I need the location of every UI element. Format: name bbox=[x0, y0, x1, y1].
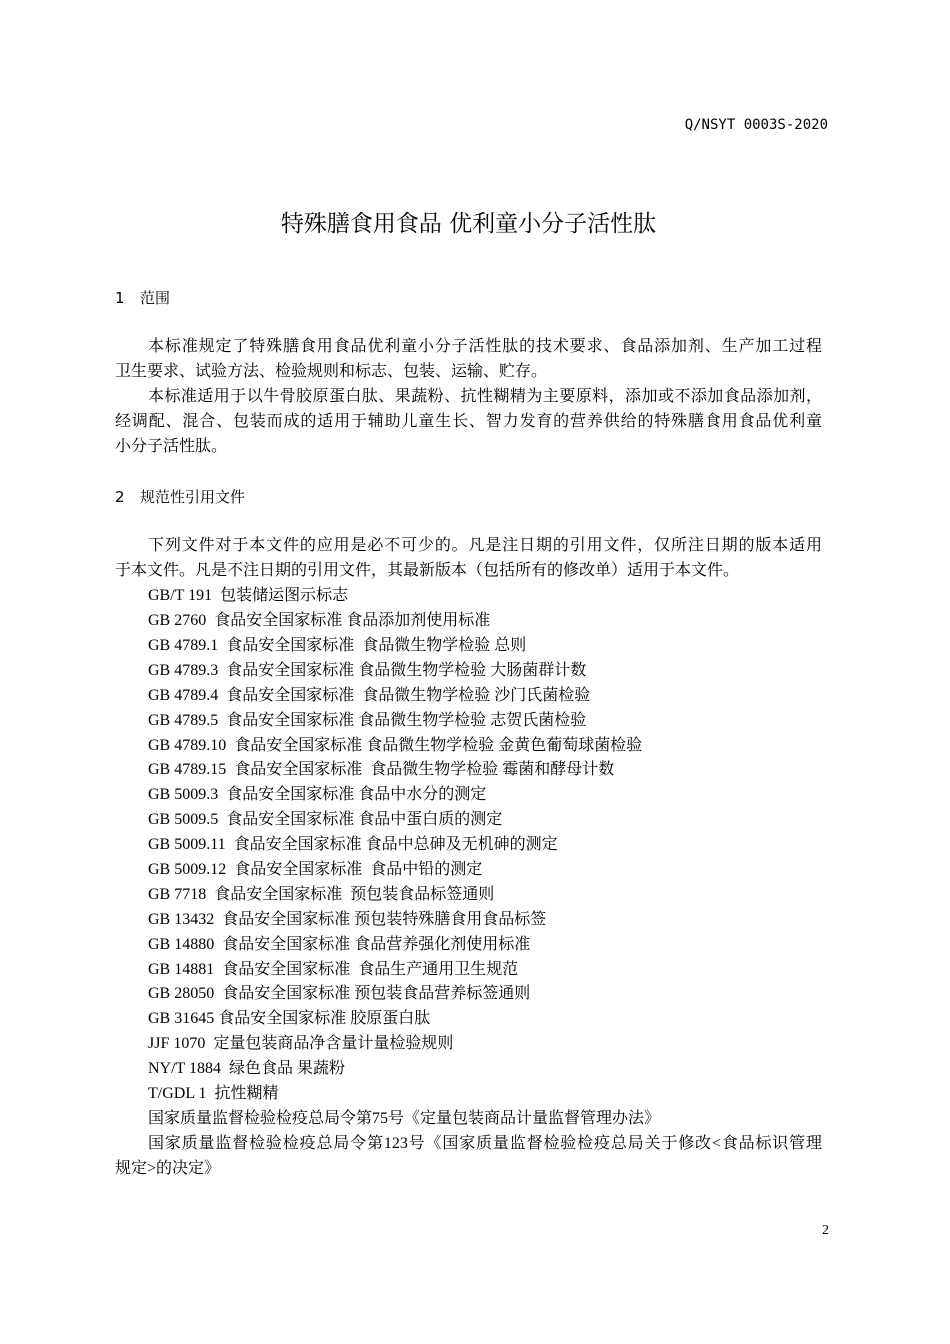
references-intro-line-1: 下列文件对于本文件的应用是必不可少的。凡是注日期的引用文件，仅所注日期的版本适用 bbox=[148, 537, 822, 555]
reference-item: GB 4789.5 食品安全国家标准 食品微生物学检验 志贺氏菌检验 bbox=[148, 711, 587, 729]
reference-item: GB 14881 食品安全国家标准 食品生产通用卫生规范 bbox=[148, 960, 519, 978]
reference-item-last-line-2: 规定>的决定》 bbox=[115, 1159, 221, 1177]
section-1-heading bbox=[115, 286, 822, 311]
reference-item: GB 4789.10 食品安全国家标准 食品微生物学检验 金黄色葡萄球菌检验 bbox=[148, 736, 643, 754]
section-1-title: 范围 bbox=[140, 288, 171, 307]
section-1-number: 1 bbox=[115, 288, 125, 307]
document-code: Q/NSYT 0003S-2020 bbox=[684, 117, 828, 133]
reference-item: GB 7718 食品安全国家标准 预包装食品标签通则 bbox=[148, 885, 495, 903]
reference-item: GB 13432 食品安全国家标准 预包装特殊膳食用食品标签 bbox=[148, 910, 547, 928]
scope-paragraph-2-line-2: 经调配、混合、包装而成的适用于辅助儿童生长、智力发育的营养供给的特殊膳食用食品优利童 bbox=[115, 412, 822, 430]
references-intro-line-2: 于本文件。凡是不注日期的引用文件，其最新版本（包括所有的修改单）适用于本文件。 bbox=[115, 562, 740, 580]
reference-item: GB 4789.1 食品安全国家标准 食品微生物学检验 总则 bbox=[148, 636, 527, 654]
reference-list bbox=[115, 584, 822, 1132]
scope-paragraph-1-line-1: 本标准规定了特殊膳食用食品优利童小分子活性肽的技术要求、食品添加剂、生产加工过程 bbox=[148, 338, 822, 356]
section-2-title: 规范性引用文件 bbox=[140, 487, 246, 506]
scope-paragraph-1-line-2: 卫生要求、试验方法、检验规则和标志、包装、运输、贮存。 bbox=[115, 363, 548, 381]
reference-item: GB 14880 食品安全国家标准 食品营养强化剂使用标准 bbox=[148, 935, 531, 953]
reference-item: GB 4789.4 食品安全国家标准 食品微生物学检验 沙门氏菌检验 bbox=[148, 686, 591, 704]
reference-item: GB 5009.5 食品安全国家标准 食品中蛋白质的测定 bbox=[148, 811, 503, 829]
reference-item: GB/T 191 包装储运图示标志 bbox=[148, 587, 349, 605]
scope-paragraph-2-line-1: 本标准适用于以牛骨胶原蛋白肽、果蔬粉、抗性糊精为主要原料，添加或不添加食品添加剂， bbox=[148, 388, 822, 406]
spacer bbox=[115, 510, 822, 535]
document-body bbox=[115, 286, 822, 1182]
reference-item: JJF 1070 定量包装商品净含量计量检验规则 bbox=[148, 1035, 454, 1053]
reference-item: NY/T 1884 绿色食品 果蔬粉 bbox=[148, 1060, 346, 1078]
reference-item: GB 5009.12 食品安全国家标准 食品中铅的测定 bbox=[148, 860, 483, 878]
reference-item: GB 5009.3 食品安全国家标准 食品中水分的测定 bbox=[148, 786, 487, 804]
section-2-number: 2 bbox=[115, 487, 125, 506]
reference-item: GB 28050 食品安全国家标准 预包装食品营养标签通则 bbox=[148, 985, 531, 1003]
reference-item: T/GDL 1 抗性糊精 bbox=[148, 1085, 279, 1102]
reference-item: GB 2760 食品安全国家标准 食品添加剂使用标准 bbox=[148, 612, 491, 630]
page-number: 2 bbox=[822, 1223, 829, 1238]
scope-paragraph-2-line-3: 小分子活性肽。 bbox=[115, 437, 228, 455]
reference-item: 国家质量监督检验检疫总局令第75号《定量包装商品计量监督管理办法》 bbox=[148, 1109, 661, 1127]
reference-item: GB 4789.15 食品安全国家标准 食品微生物学检验 霉菌和酵母计数 bbox=[148, 761, 615, 779]
spacer bbox=[115, 460, 822, 485]
spacer bbox=[115, 310, 822, 335]
reference-item: GB 31645 食品安全国家标准 胶原蛋白肽 bbox=[148, 1010, 431, 1028]
page-title: 特殊膳食用食品 优利童小分子活性肽 bbox=[280, 211, 657, 237]
section-2-heading bbox=[115, 485, 822, 510]
reference-item: GB 5009.11 食品安全国家标准 食品中总砷及无机砷的测定 bbox=[148, 836, 558, 854]
reference-item: GB 4789.3 食品安全国家标准 食品微生物学检验 大肠菌群计数 bbox=[148, 661, 587, 679]
reference-item-last-line-1: 国家质量监督检验检疫总局令第123号《国家质量监督检验检疫总局关于修改<食品标识管理 bbox=[148, 1134, 822, 1152]
